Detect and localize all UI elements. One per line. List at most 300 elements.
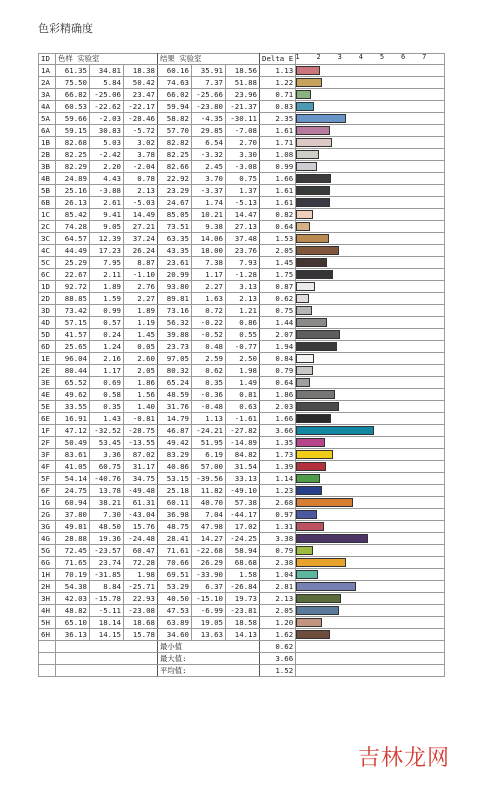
sample-lab-value: -28.75 <box>124 425 158 437</box>
table-row <box>39 185 445 197</box>
sample-lab-value: 22.67 <box>56 269 90 281</box>
table-row <box>39 377 445 389</box>
summary-label: 最大值: <box>158 653 260 665</box>
result-lab-value: -30.11 <box>226 113 260 125</box>
result-lab-value: -24.25 <box>226 533 260 545</box>
delta-bar-cell <box>296 197 445 209</box>
table-row <box>39 521 445 533</box>
delta-e-value: 3.38 <box>260 533 296 545</box>
sample-lab-value: 5.03 <box>90 137 124 149</box>
sample-lab-value: 25.16 <box>56 185 90 197</box>
delta-bar-cell <box>296 233 445 245</box>
sample-lab-value: 61.31 <box>124 497 158 509</box>
delta-bar-cell <box>296 365 445 377</box>
sample-lab-value: 2.11 <box>90 269 124 281</box>
sample-lab-value: 22.93 <box>124 593 158 605</box>
patch-id: 5C <box>39 257 56 269</box>
result-lab-value: 13.63 <box>192 629 226 641</box>
result-lab-value: 3.70 <box>192 173 226 185</box>
result-lab-value: 9.38 <box>192 221 226 233</box>
result-lab-value: 0.75 <box>226 173 260 185</box>
sample-lab-value: 23.74 <box>90 557 124 569</box>
result-lab-value: 40.50 <box>158 593 192 605</box>
result-lab-value: -23.81 <box>226 605 260 617</box>
result-lab-value: -4.35 <box>192 113 226 125</box>
delta-bar-cell <box>296 473 445 485</box>
sample-lab-value: -22.62 <box>90 101 124 113</box>
result-lab-value: -1.28 <box>226 269 260 281</box>
delta-bar <box>296 558 346 567</box>
result-lab-value: -26.84 <box>226 581 260 593</box>
sample-lab-value: 74.28 <box>56 221 90 233</box>
result-lab-value: 7.04 <box>192 509 226 521</box>
sample-lab-value: 49.62 <box>56 389 90 401</box>
patch-id: 4A <box>39 101 56 113</box>
table-row <box>39 425 445 437</box>
delta-bar <box>296 522 324 531</box>
patch-id: 1C <box>39 209 56 221</box>
summary-row <box>39 653 445 665</box>
delta-bar <box>296 150 319 159</box>
sample-lab-value: 2.20 <box>90 161 124 173</box>
patch-id: 6C <box>39 269 56 281</box>
sample-lab-value: 3.78 <box>124 149 158 161</box>
delta-bar-cell <box>296 401 445 413</box>
delta-bar <box>296 234 328 243</box>
result-lab-value: 1.98 <box>226 365 260 377</box>
result-lab-value: -33.90 <box>192 569 226 581</box>
sample-lab-value: 48.50 <box>90 521 124 533</box>
sample-lab-value: 82.68 <box>56 137 90 149</box>
result-lab-value: 0.35 <box>192 377 226 389</box>
delta-bar-cell <box>296 65 445 77</box>
delta-bar-cell <box>296 449 445 461</box>
table-row <box>39 437 445 449</box>
result-lab-value: 71.61 <box>158 545 192 557</box>
summary-value: 3.66 <box>260 653 296 665</box>
result-lab-value: 1.21 <box>226 305 260 317</box>
sample-lab-value: 34.75 <box>124 473 158 485</box>
patch-id: 6H <box>39 629 56 641</box>
table-row <box>39 485 445 497</box>
result-lab-value: 24.67 <box>158 197 192 209</box>
result-lab-value: 93.80 <box>158 281 192 293</box>
sample-lab-value: -0.81 <box>124 413 158 425</box>
empty-cell <box>56 665 158 677</box>
delta-e-value: 2.38 <box>260 557 296 569</box>
summary-label: 平均值: <box>158 665 260 677</box>
result-lab-value: 23.29 <box>158 185 192 197</box>
delta-e-value: 0.97 <box>260 509 296 521</box>
result-lab-value: 7.37 <box>192 77 226 89</box>
patch-id: 4G <box>39 533 56 545</box>
table-row <box>39 617 445 629</box>
table-row <box>39 89 445 101</box>
delta-e-value: 2.05 <box>260 605 296 617</box>
sample-lab-value: 53.45 <box>90 437 124 449</box>
patch-id: 3G <box>39 521 56 533</box>
result-lab-value: 60.11 <box>158 497 192 509</box>
patch-id: 5D <box>39 329 56 341</box>
patch-id: 6D <box>39 341 56 353</box>
sample-lab-value: 57.15 <box>56 317 90 329</box>
empty-cell <box>56 641 158 653</box>
result-lab-value: 14.27 <box>192 533 226 545</box>
watermark-logo: 吉林龙网 <box>357 746 450 771</box>
delta-bar <box>296 318 326 327</box>
table-row <box>39 581 445 593</box>
patch-id: 3E <box>39 377 56 389</box>
delta-bar <box>296 270 333 279</box>
result-lab-value: 49.42 <box>158 437 192 449</box>
sample-lab-value: 60.75 <box>90 461 124 473</box>
result-lab-value: 0.86 <box>226 317 260 329</box>
delta-e-value: 1.13 <box>260 65 296 77</box>
sample-lab-value: 12.39 <box>90 233 124 245</box>
result-lab-value: 63.89 <box>158 617 192 629</box>
delta-bar <box>296 546 313 555</box>
table-row <box>39 449 445 461</box>
result-lab-value: -0.52 <box>192 329 226 341</box>
delta-bar <box>296 534 367 543</box>
table-row <box>39 149 445 161</box>
sample-lab-value: -1.10 <box>124 269 158 281</box>
sample-lab-value: -2.42 <box>90 149 124 161</box>
sample-lab-value: 92.72 <box>56 281 90 293</box>
result-lab-value: -0.77 <box>226 341 260 353</box>
result-lab-value: 2.50 <box>226 353 260 365</box>
sample-lab-value: 82.25 <box>56 149 90 161</box>
sample-lab-value: 18.38 <box>124 65 158 77</box>
sample-lab-value: 0.99 <box>90 305 124 317</box>
result-lab-value: 48.75 <box>158 521 192 533</box>
result-lab-value: -0.22 <box>192 317 226 329</box>
result-lab-value: 97.05 <box>158 353 192 365</box>
sample-lab-value: 96.04 <box>56 353 90 365</box>
delta-bar-cell <box>296 149 445 161</box>
table-row <box>39 257 445 269</box>
delta-bar-cell <box>296 617 445 629</box>
delta-bar <box>296 474 320 483</box>
result-lab-value: 2.13 <box>226 293 260 305</box>
header-row <box>39 54 445 65</box>
result-lab-value: 31.76 <box>158 401 192 413</box>
result-lab-value: 47.53 <box>158 605 192 617</box>
sample-lab-value: 54.14 <box>56 473 90 485</box>
sample-lab-value: -31.85 <box>90 569 124 581</box>
table-row <box>39 401 445 413</box>
scale-tick: 5 <box>379 53 385 61</box>
sample-lab-value: 14.15 <box>90 629 124 641</box>
result-lab-value: 7.93 <box>226 257 260 269</box>
result-lab-value: -24.21 <box>192 425 226 437</box>
sample-lab-value: 17.23 <box>90 245 124 257</box>
delta-bar <box>296 450 333 459</box>
sample-lab-value: 2.27 <box>124 293 158 305</box>
sample-lab-value: 37.80 <box>56 509 90 521</box>
sample-lab-value: 60.47 <box>124 545 158 557</box>
delta-bar-cell <box>296 605 445 617</box>
sample-lab-value: 59.66 <box>56 113 90 125</box>
sample-lab-value: 70.19 <box>56 569 90 581</box>
result-lab-value: 23.76 <box>226 245 260 257</box>
sample-lab-value: 47.12 <box>56 425 90 437</box>
sample-lab-value: -28.46 <box>124 113 158 125</box>
patch-id: 2A <box>39 77 56 89</box>
delta-bar-cell <box>296 341 445 353</box>
table-row <box>39 125 445 137</box>
patch-id: 4H <box>39 605 56 617</box>
delta-bar-cell <box>296 509 445 521</box>
sample-lab-value: 38.21 <box>90 497 124 509</box>
delta-bar <box>296 330 340 339</box>
patch-id: 4C <box>39 245 56 257</box>
sample-lab-value: -2.03 <box>90 113 124 125</box>
patch-id: 4E <box>39 389 56 401</box>
delta-bar <box>296 198 330 207</box>
result-lab-value: 47.98 <box>192 521 226 533</box>
delta-e-value: 0.75 <box>260 305 296 317</box>
result-lab-value: 0.55 <box>226 329 260 341</box>
result-lab-value: 6.54 <box>192 137 226 149</box>
scale-tick: 4 <box>358 53 363 61</box>
scale-tick: 6 <box>401 53 406 61</box>
sample-lab-value: -40.76 <box>90 473 124 485</box>
sample-lab-value: 0.78 <box>124 173 158 185</box>
delta-bar-cell <box>296 413 445 425</box>
summary-row <box>39 665 445 677</box>
result-lab-value: -23.80 <box>192 101 226 113</box>
sample-lab-value: 1.24 <box>90 341 124 353</box>
table-row <box>39 389 445 401</box>
result-lab-value: 1.37 <box>226 185 260 197</box>
sample-lab-value: 2.60 <box>124 353 158 365</box>
delta-e-value: 1.66 <box>260 413 296 425</box>
sample-lab-value: 72.45 <box>56 545 90 557</box>
result-lab-value: -25.66 <box>192 89 226 101</box>
delta-e-value: 0.82 <box>260 209 296 221</box>
result-lab-value: 31.54 <box>226 461 260 473</box>
sample-lab-value: 49.81 <box>56 521 90 533</box>
delta-e-value: 2.07 <box>260 329 296 341</box>
result-lab-value: -7.08 <box>226 125 260 137</box>
result-lab-value: 1.58 <box>226 569 260 581</box>
delta-e-value: 2.81 <box>260 581 296 593</box>
delta-e-value: 1.61 <box>260 197 296 209</box>
delta-bar-cell <box>296 305 445 317</box>
table-row <box>39 629 445 641</box>
delta-bar-cell <box>296 545 445 557</box>
delta-e-value: 1.71 <box>260 137 296 149</box>
sample-lab-value: 24.89 <box>56 173 90 185</box>
sample-lab-value: -43.04 <box>124 509 158 521</box>
patch-id: 2C <box>39 221 56 233</box>
delta-bar-cell <box>296 125 445 137</box>
result-lab-value: 19.73 <box>226 593 260 605</box>
sample-lab-value: 1.89 <box>90 281 124 293</box>
delta-bar <box>296 498 353 507</box>
delta-bar-cell <box>296 329 445 341</box>
result-lab-value: -3.32 <box>192 149 226 161</box>
table-row <box>39 113 445 125</box>
sample-lab-value: 2.05 <box>124 365 158 377</box>
result-lab-value: 69.51 <box>158 569 192 581</box>
table-row <box>39 293 445 305</box>
result-lab-value: 0.63 <box>226 401 260 413</box>
delta-bar <box>296 618 321 627</box>
delta-e-value: 0.79 <box>260 545 296 557</box>
table-row <box>39 329 445 341</box>
sample-lab-value: 7.30 <box>90 509 124 521</box>
result-lab-value: 82.82 <box>158 137 192 149</box>
result-lab-value: -0.48 <box>192 401 226 413</box>
patch-id: 5G <box>39 545 56 557</box>
table-row <box>39 365 445 377</box>
result-lab-value: 73.16 <box>158 305 192 317</box>
delta-bar-cell <box>296 245 445 257</box>
delta-bar <box>296 258 327 267</box>
delta-bar-cell <box>296 221 445 233</box>
delta-bar <box>296 510 317 519</box>
result-lab-value: 18.58 <box>226 617 260 629</box>
sample-lab-value: 9.05 <box>90 221 124 233</box>
sample-lab-value: -22.17 <box>124 101 158 113</box>
result-lab-value: 56.32 <box>158 317 192 329</box>
patch-id: 2G <box>39 509 56 521</box>
patch-id: 5F <box>39 473 56 485</box>
patch-id: 2E <box>39 365 56 377</box>
result-lab-value: 89.81 <box>158 293 192 305</box>
sample-lab-value: -49.48 <box>124 485 158 497</box>
delta-e-value: 0.83 <box>260 101 296 113</box>
delta-bar <box>296 426 373 435</box>
patch-id: 3D <box>39 305 56 317</box>
sample-lab-value: -24.48 <box>124 533 158 545</box>
patch-id: 2D <box>39 293 56 305</box>
sample-lab-value: -23.57 <box>90 545 124 557</box>
table-row <box>39 221 445 233</box>
summary-value: 1.52 <box>260 665 296 677</box>
result-lab-value: 74.63 <box>158 77 192 89</box>
delta-e-value: 1.22 <box>260 77 296 89</box>
sample-lab-value: 64.57 <box>56 233 90 245</box>
delta-e-value: 2.13 <box>260 593 296 605</box>
delta-bar-cell <box>296 281 445 293</box>
delta-e-value: 1.44 <box>260 317 296 329</box>
sample-lab-value: -2.04 <box>124 161 158 173</box>
table-row <box>39 197 445 209</box>
patch-id: 5H <box>39 617 56 629</box>
sample-lab-value: 85.42 <box>56 209 90 221</box>
delta-bar <box>296 174 331 183</box>
patch-id: 5E <box>39 401 56 413</box>
result-lab-value: 51.95 <box>192 437 226 449</box>
delta-bar-cell <box>296 389 445 401</box>
sample-lab-value: 1.45 <box>124 329 158 341</box>
sample-lab-value: 1.17 <box>90 365 124 377</box>
delta-bar-cell <box>296 77 445 89</box>
empty-cell <box>39 641 56 653</box>
sample-lab-value: 36.13 <box>56 629 90 641</box>
sample-lab-value: 18.14 <box>90 617 124 629</box>
table-row <box>39 173 445 185</box>
scale-tick: 1 <box>295 53 300 61</box>
sample-lab-value: 8.87 <box>124 257 158 269</box>
sample-lab-value: 61.35 <box>56 65 90 77</box>
sample-lab-value: 1.98 <box>124 569 158 581</box>
patch-id: 1H <box>39 569 56 581</box>
delta-bar-cell <box>296 257 445 269</box>
patch-id: 2H <box>39 581 56 593</box>
result-lab-value: -1.61 <box>226 413 260 425</box>
delta-bar <box>296 402 339 411</box>
patch-id: 6F <box>39 485 56 497</box>
delta-bar <box>296 570 318 579</box>
delta-e-value: 1.08 <box>260 149 296 161</box>
sample-lab-value: 41.05 <box>56 461 90 473</box>
sample-lab-value: -25.06 <box>90 89 124 101</box>
result-lab-value: 84.82 <box>226 449 260 461</box>
patch-id: 3C <box>39 233 56 245</box>
result-lab-value: 65.24 <box>158 377 192 389</box>
sample-lab-value: 33.55 <box>56 401 90 413</box>
delta-bar <box>296 414 331 423</box>
delta-bar <box>296 162 317 171</box>
sample-lab-value: 1.86 <box>124 377 158 389</box>
sample-lab-value: 1.59 <box>90 293 124 305</box>
sample-lab-value: -15.78 <box>90 593 124 605</box>
patch-id: 1G <box>39 497 56 509</box>
sample-lab-value: 26.13 <box>56 197 90 209</box>
result-lab-value: -21.37 <box>226 101 260 113</box>
delta-bar-cell <box>296 629 445 641</box>
patch-id: 1E <box>39 353 56 365</box>
result-lab-value: 39.88 <box>158 329 192 341</box>
sample-lab-value: 15.78 <box>124 629 158 641</box>
delta-bar <box>296 210 313 219</box>
sample-lab-value: 18.68 <box>124 617 158 629</box>
result-lab-value: 58.94 <box>226 545 260 557</box>
table-row <box>39 473 445 485</box>
table-row <box>39 77 445 89</box>
result-lab-value: 6.19 <box>192 449 226 461</box>
delta-bar-cell <box>296 293 445 305</box>
sample-lab-value: 15.76 <box>124 521 158 533</box>
header-delta: Delta E <box>260 54 296 65</box>
table-row <box>39 65 445 77</box>
delta-bar-cell <box>296 569 445 581</box>
delta-bar <box>296 366 313 375</box>
patch-id: 6E <box>39 413 56 425</box>
table-row <box>39 161 445 173</box>
table-row <box>39 137 445 149</box>
table-row <box>39 353 445 365</box>
delta-bar <box>296 306 312 315</box>
result-lab-value: 68.68 <box>226 557 260 569</box>
result-lab-value: -27.82 <box>226 425 260 437</box>
header-sample: 色样 实验室 <box>56 54 158 65</box>
delta-bar-cell <box>296 101 445 113</box>
result-lab-value: 1.13 <box>192 413 226 425</box>
result-lab-value: 43.35 <box>158 245 192 257</box>
sample-lab-value: 72.28 <box>124 557 158 569</box>
result-lab-value: 19.05 <box>192 617 226 629</box>
sample-lab-value: 60.94 <box>56 497 90 509</box>
delta-bar <box>296 342 337 351</box>
delta-bar <box>296 354 314 363</box>
result-lab-value: 51.88 <box>226 77 260 89</box>
sample-lab-value: 1.43 <box>90 413 124 425</box>
